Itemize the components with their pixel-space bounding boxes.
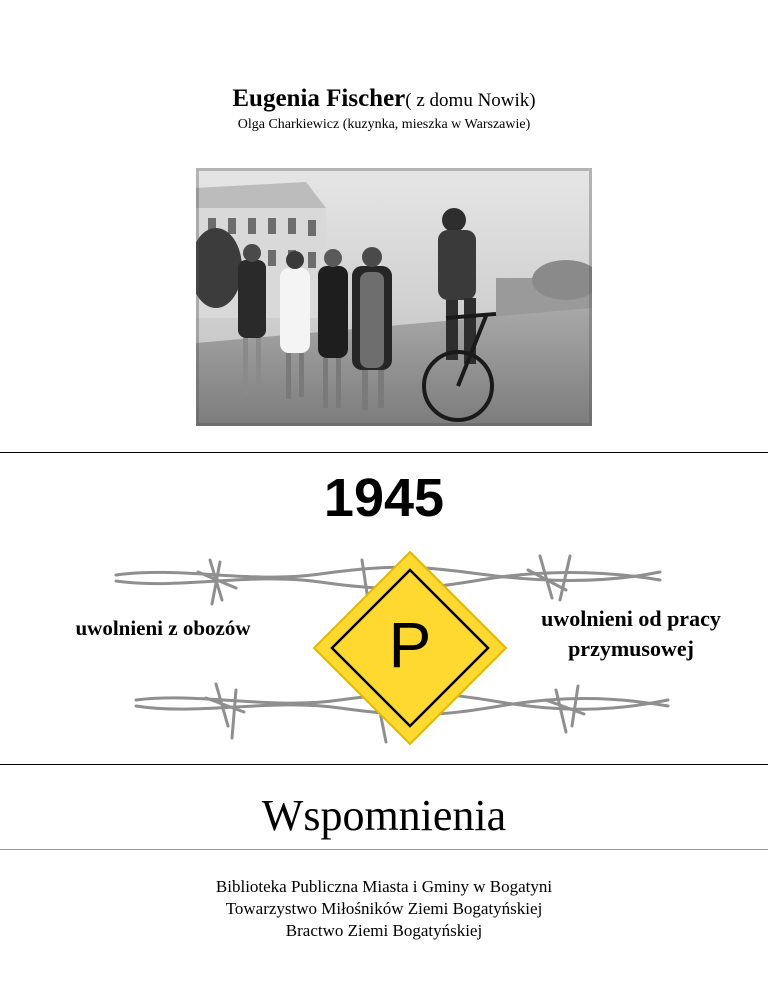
author-name: Eugenia Fischer [232,85,406,112]
author-maiden-name: ( z domu Nowik) [405,90,536,111]
year-heading: 1945 [323,468,445,528]
right-caption-line-2: przymusowej [568,636,694,661]
publisher-line-1: Biblioteka Publiczna Miasta i Gminy w Bogatyni [215,877,553,896]
divider-middle [0,764,768,765]
divider-bottom [0,849,768,850]
page-title: Wspomnienia [261,791,507,840]
right-caption-line-1: uwolnieni od pracy [541,606,721,631]
cousin-line: Olga Charkiewicz (kuzynka, mieszka w Warszawie) [237,117,531,132]
publisher-line-2: Towarzystwo Miłośników Ziemi Bogatyńskiej [225,899,543,918]
badge-letter: P [388,609,432,681]
publisher-line-3: Bractwo Ziemi Bogatyńskiej [285,921,483,940]
left-caption: uwolnieni z obozów [75,616,251,640]
publisher-block [0,876,768,942]
right-caption [500,604,762,664]
